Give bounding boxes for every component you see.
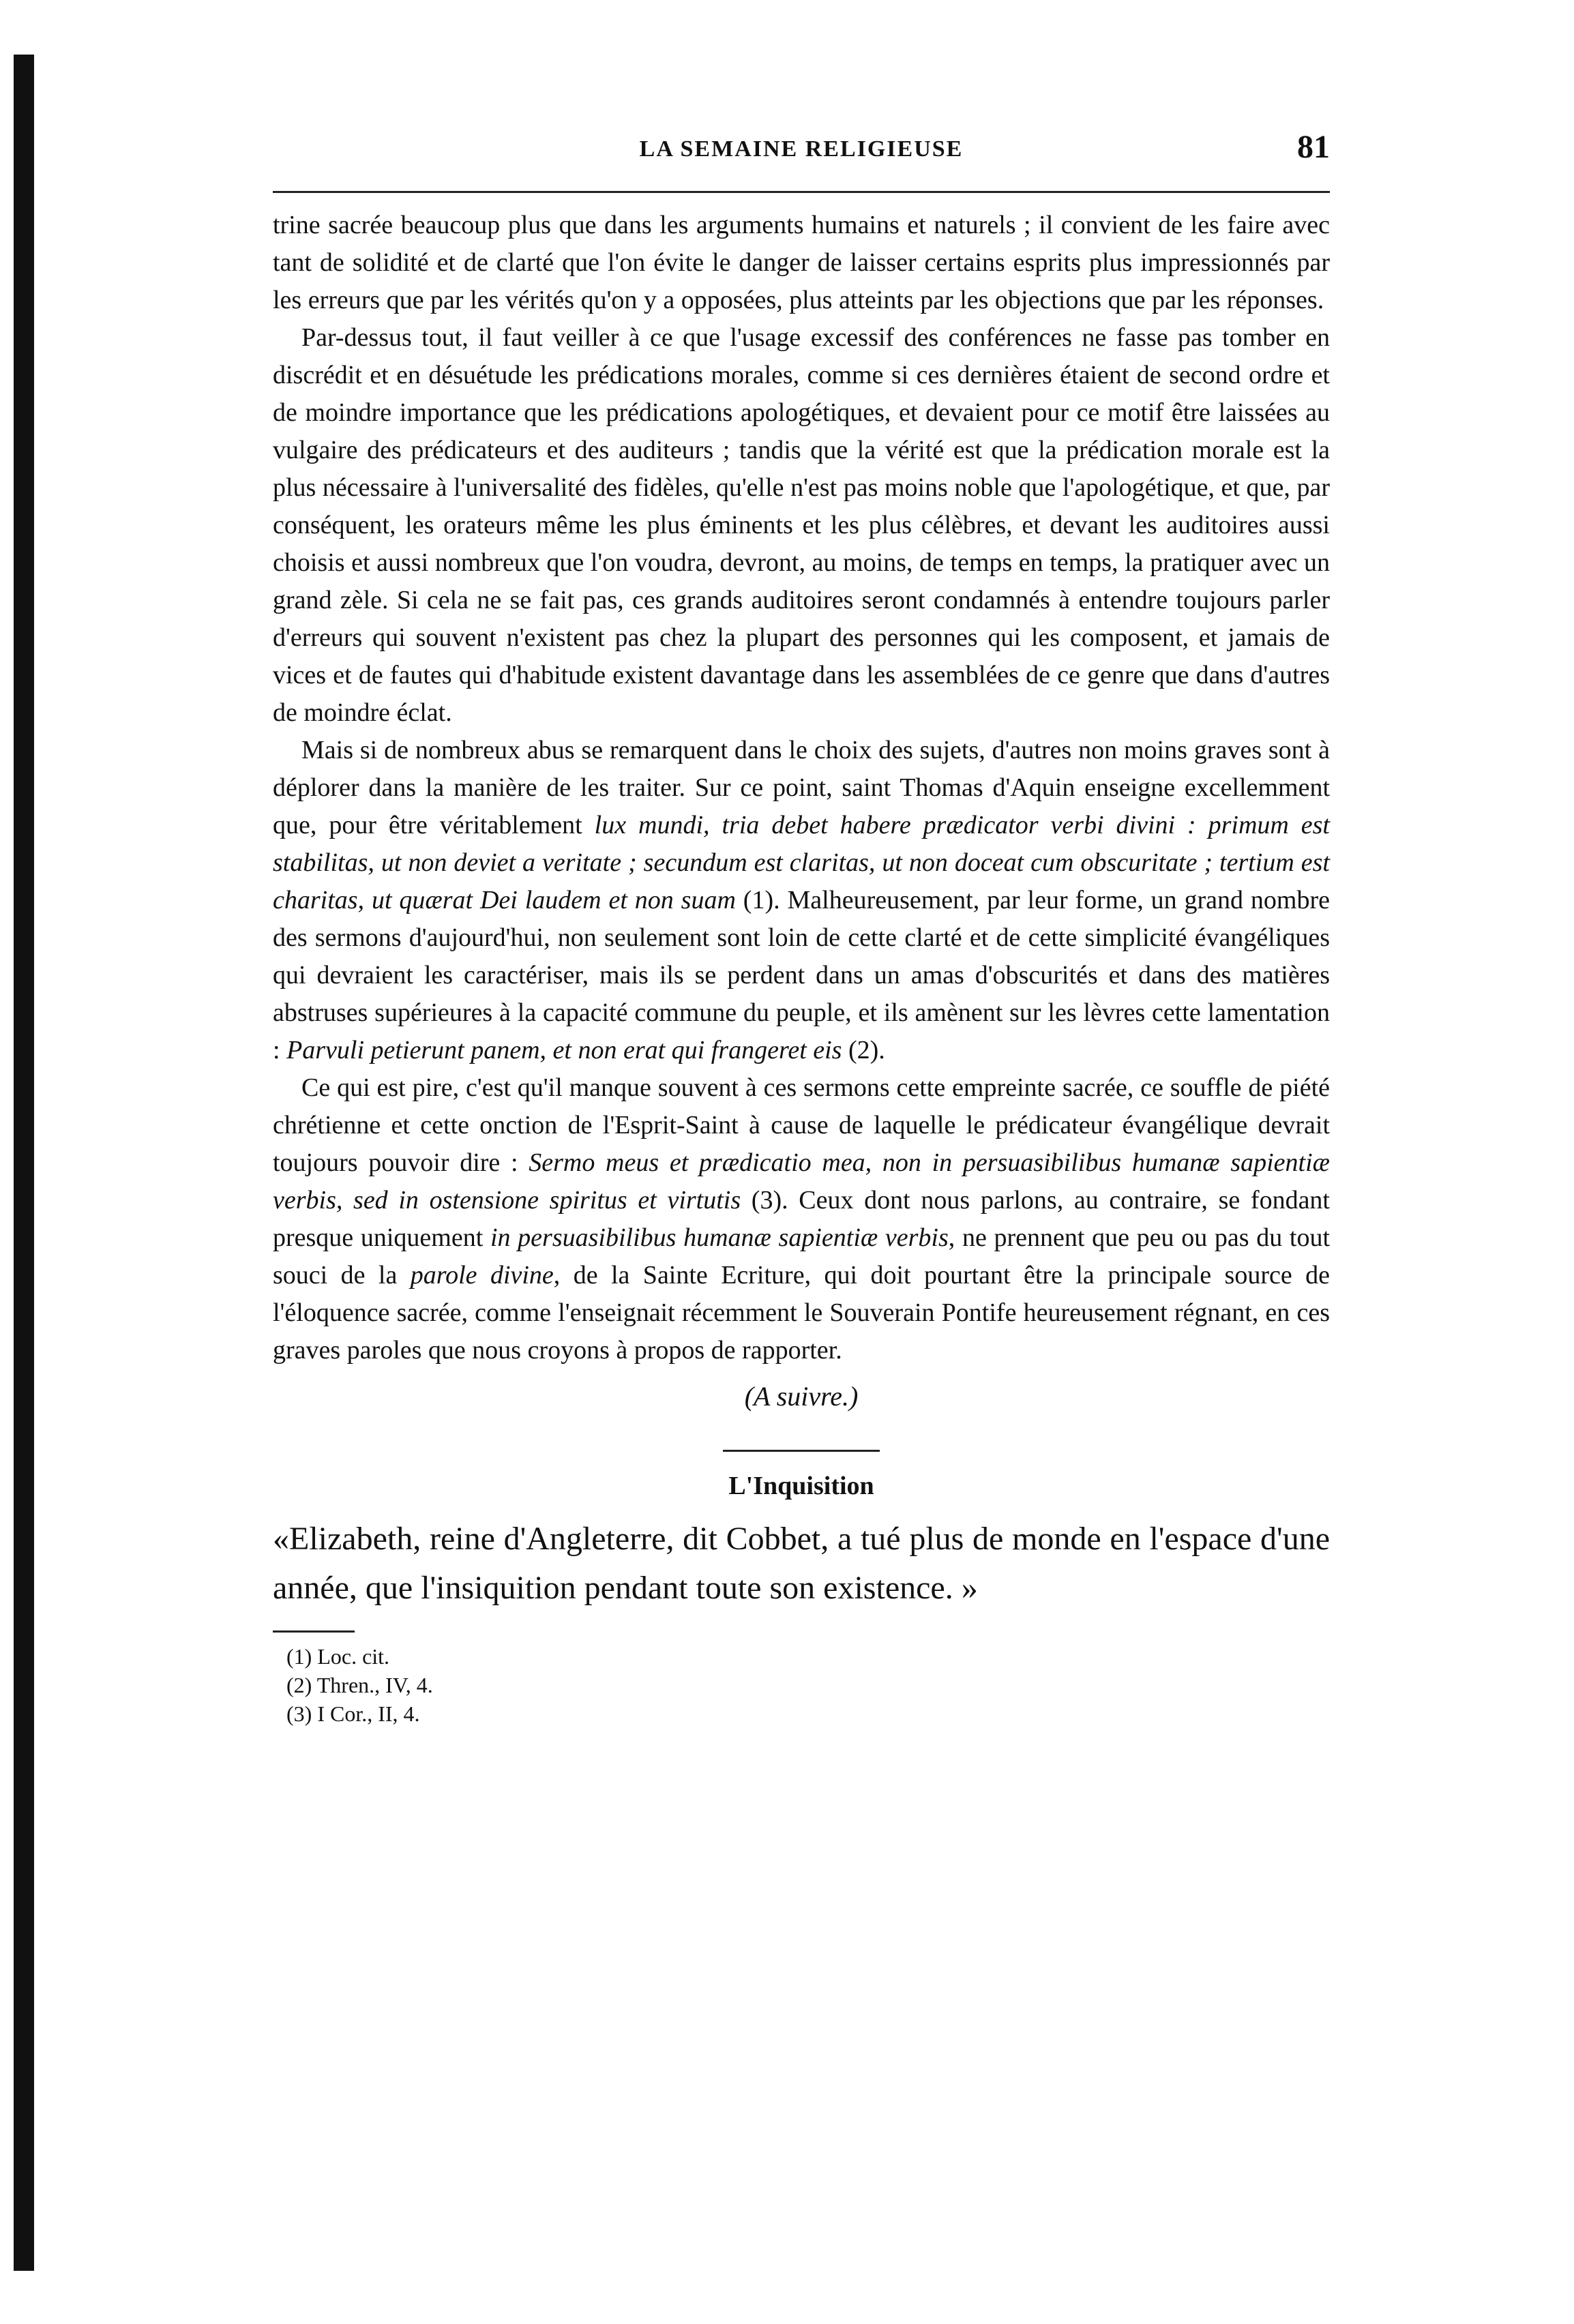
book-spine-shadow	[14, 55, 34, 2271]
paragraph-4-text-after: , de la Sainte Ecriture, qui doit pourtant être la principale source de l'éloquence sacrée, comme l'enseignait récemment le Souverain Pontife heureusement régnant, en ces graves paroles que nous croyons à propos de rapporter.	[273, 1261, 1330, 1365]
paragraph-3-latin-quote-2: Parvuli petierunt panem, et non erat qui frangeret eis	[286, 1036, 842, 1064]
paragraph-3	[273, 732, 1330, 1069]
page-number: 81	[1297, 129, 1330, 165]
footnote-1: (1) Loc. cit.	[286, 1644, 390, 1669]
paragraph-4-latin-quote: Sermo meus et prædicatio mea, non in persuasibilibus humanæ sapientiæ verbis, sed in ostensione spiritus et virtutis	[273, 1148, 1330, 1215]
footnote-2: (2) Thren., IV, 4.	[286, 1673, 433, 1697]
paragraph-4	[273, 1069, 1330, 1369]
paragraph-3-text-middle: (1). Malheureusement, par leur forme, un grand nombre des sermons d'aujourd'hui, non seulement sont loin de cette clarté et de cette simplicité évangéliques qui devraient les caractériser, mais ils se perdent dans un amas d'obscurités et dans des matières abstruses supérieures à la capacité commune du peuple, et ils amènent sur les lèvres cette lamentation :	[273, 886, 1330, 1064]
paragraph-4-text-before: Ce qui est pire, c'est qu'il manque souvent à ces sermons cette empreinte sacrée, ce souffle de piété chrétienne et cette onction de l'Esprit-Saint à cause de laquelle le prédicateur évangélique devrait toujours pouvoir dire :	[273, 1073, 1330, 1177]
paragraph-4-latin-quote-2: in persuasibilibus humanæ sapientiæ verbis	[490, 1223, 949, 1252]
footnote-3: (3) I Cor., II, 4.	[286, 1701, 420, 1726]
footnote-divider	[273, 1630, 355, 1633]
paragraph-3-text-after: (2).	[842, 1036, 885, 1064]
page-header	[273, 116, 1330, 193]
paragraph-3-text-before: Mais si de nombreux abus se remarquent dans le choix des sujets, d'autres non moins graves sont à déplorer dans la manière de les traiter. Sur ce point, saint Thomas d'Aquin enseigne excellemment que, pour être véritablement	[273, 736, 1330, 839]
section-divider	[723, 1450, 880, 1452]
paragraph-2	[273, 319, 1330, 732]
article-body	[273, 207, 1330, 1369]
footnotes	[273, 1642, 1330, 1728]
paragraph-4-latin-quote-3: parole divine	[410, 1261, 554, 1290]
paragraph-2-text: Par-dessus tout, il faut veiller à ce que l'usage excessif des conférences ne fasse pas tomber en discrédit et en désuétude les prédications morales, comme si ces dernières étaient de second ordre et de moindre importance que les prédications apologétiques, et devaient pour ce motif être laissées au vulgaire des prédicateurs et des auditeurs ; tandis que la vérité est que la prédication morale est la plus nécessaire à l'universalité des fidèles, qu'elle n'est pas moins noble que l'apologétique, et que, par conséquent, les orateurs même les plus éminents et les plus célèbres, et devant les auditoires aussi choisis et aussi nombreux que l'on voudra, devront, au moins, de temps en temps, la pratiquer avec un grand zèle. Si cela ne se fait pas, ces grands auditoires seront condamnés à entendre toujours parler d'erreurs qui souvent n'existent pas chez la plupart des personnes qui les composent, et jamais de vices et de fautes qui d'habitude existent davantage dans les assemblées de ce genre que dans d'autres de moindre éclat.	[273, 323, 1330, 727]
paragraph-4-text-middle-2: , ne prennent que peu ou pas du tout souci de la	[273, 1223, 1330, 1290]
paragraph-1	[273, 207, 1330, 319]
section-quote: «Elizabeth, reine d'Angleterre, dit Cobbet, a tué plus de monde en l'espace d'une année, que l'insiquition pendant toute son existence. »	[273, 1521, 1330, 1606]
paragraph-1-text: trine sacrée beaucoup plus que dans les arguments humains et naturels ; il convient de les faire avec tant de solidité et de clarté que l'on évite le danger de laisser certains esprits plus impressionnés par les erreurs que par les vérités qu'on y a opposées, plus atteints par les objections que par les réponses.	[273, 211, 1330, 314]
page	[273, 116, 1330, 1728]
running-title: LA SEMAINE RELIGIEUSE	[639, 136, 964, 162]
section-title: L'Inquisition	[728, 1472, 874, 1500]
paragraph-3-latin-quote: lux mundi, tria debet habere prædicator verbi divini : primum est stabilitas, ut non deviet a veritate ; secundum est claritas, ut non doceat cum obscuritate ; tertium est charitas, ut quærat Dei laudem et non suam	[273, 811, 1330, 914]
paragraph-4-text-middle: (3). Ceux dont nous parlons, au contraire, se fondant presque uniquement	[273, 1186, 1330, 1252]
to-be-continued: (A suivre.)	[744, 1381, 859, 1412]
